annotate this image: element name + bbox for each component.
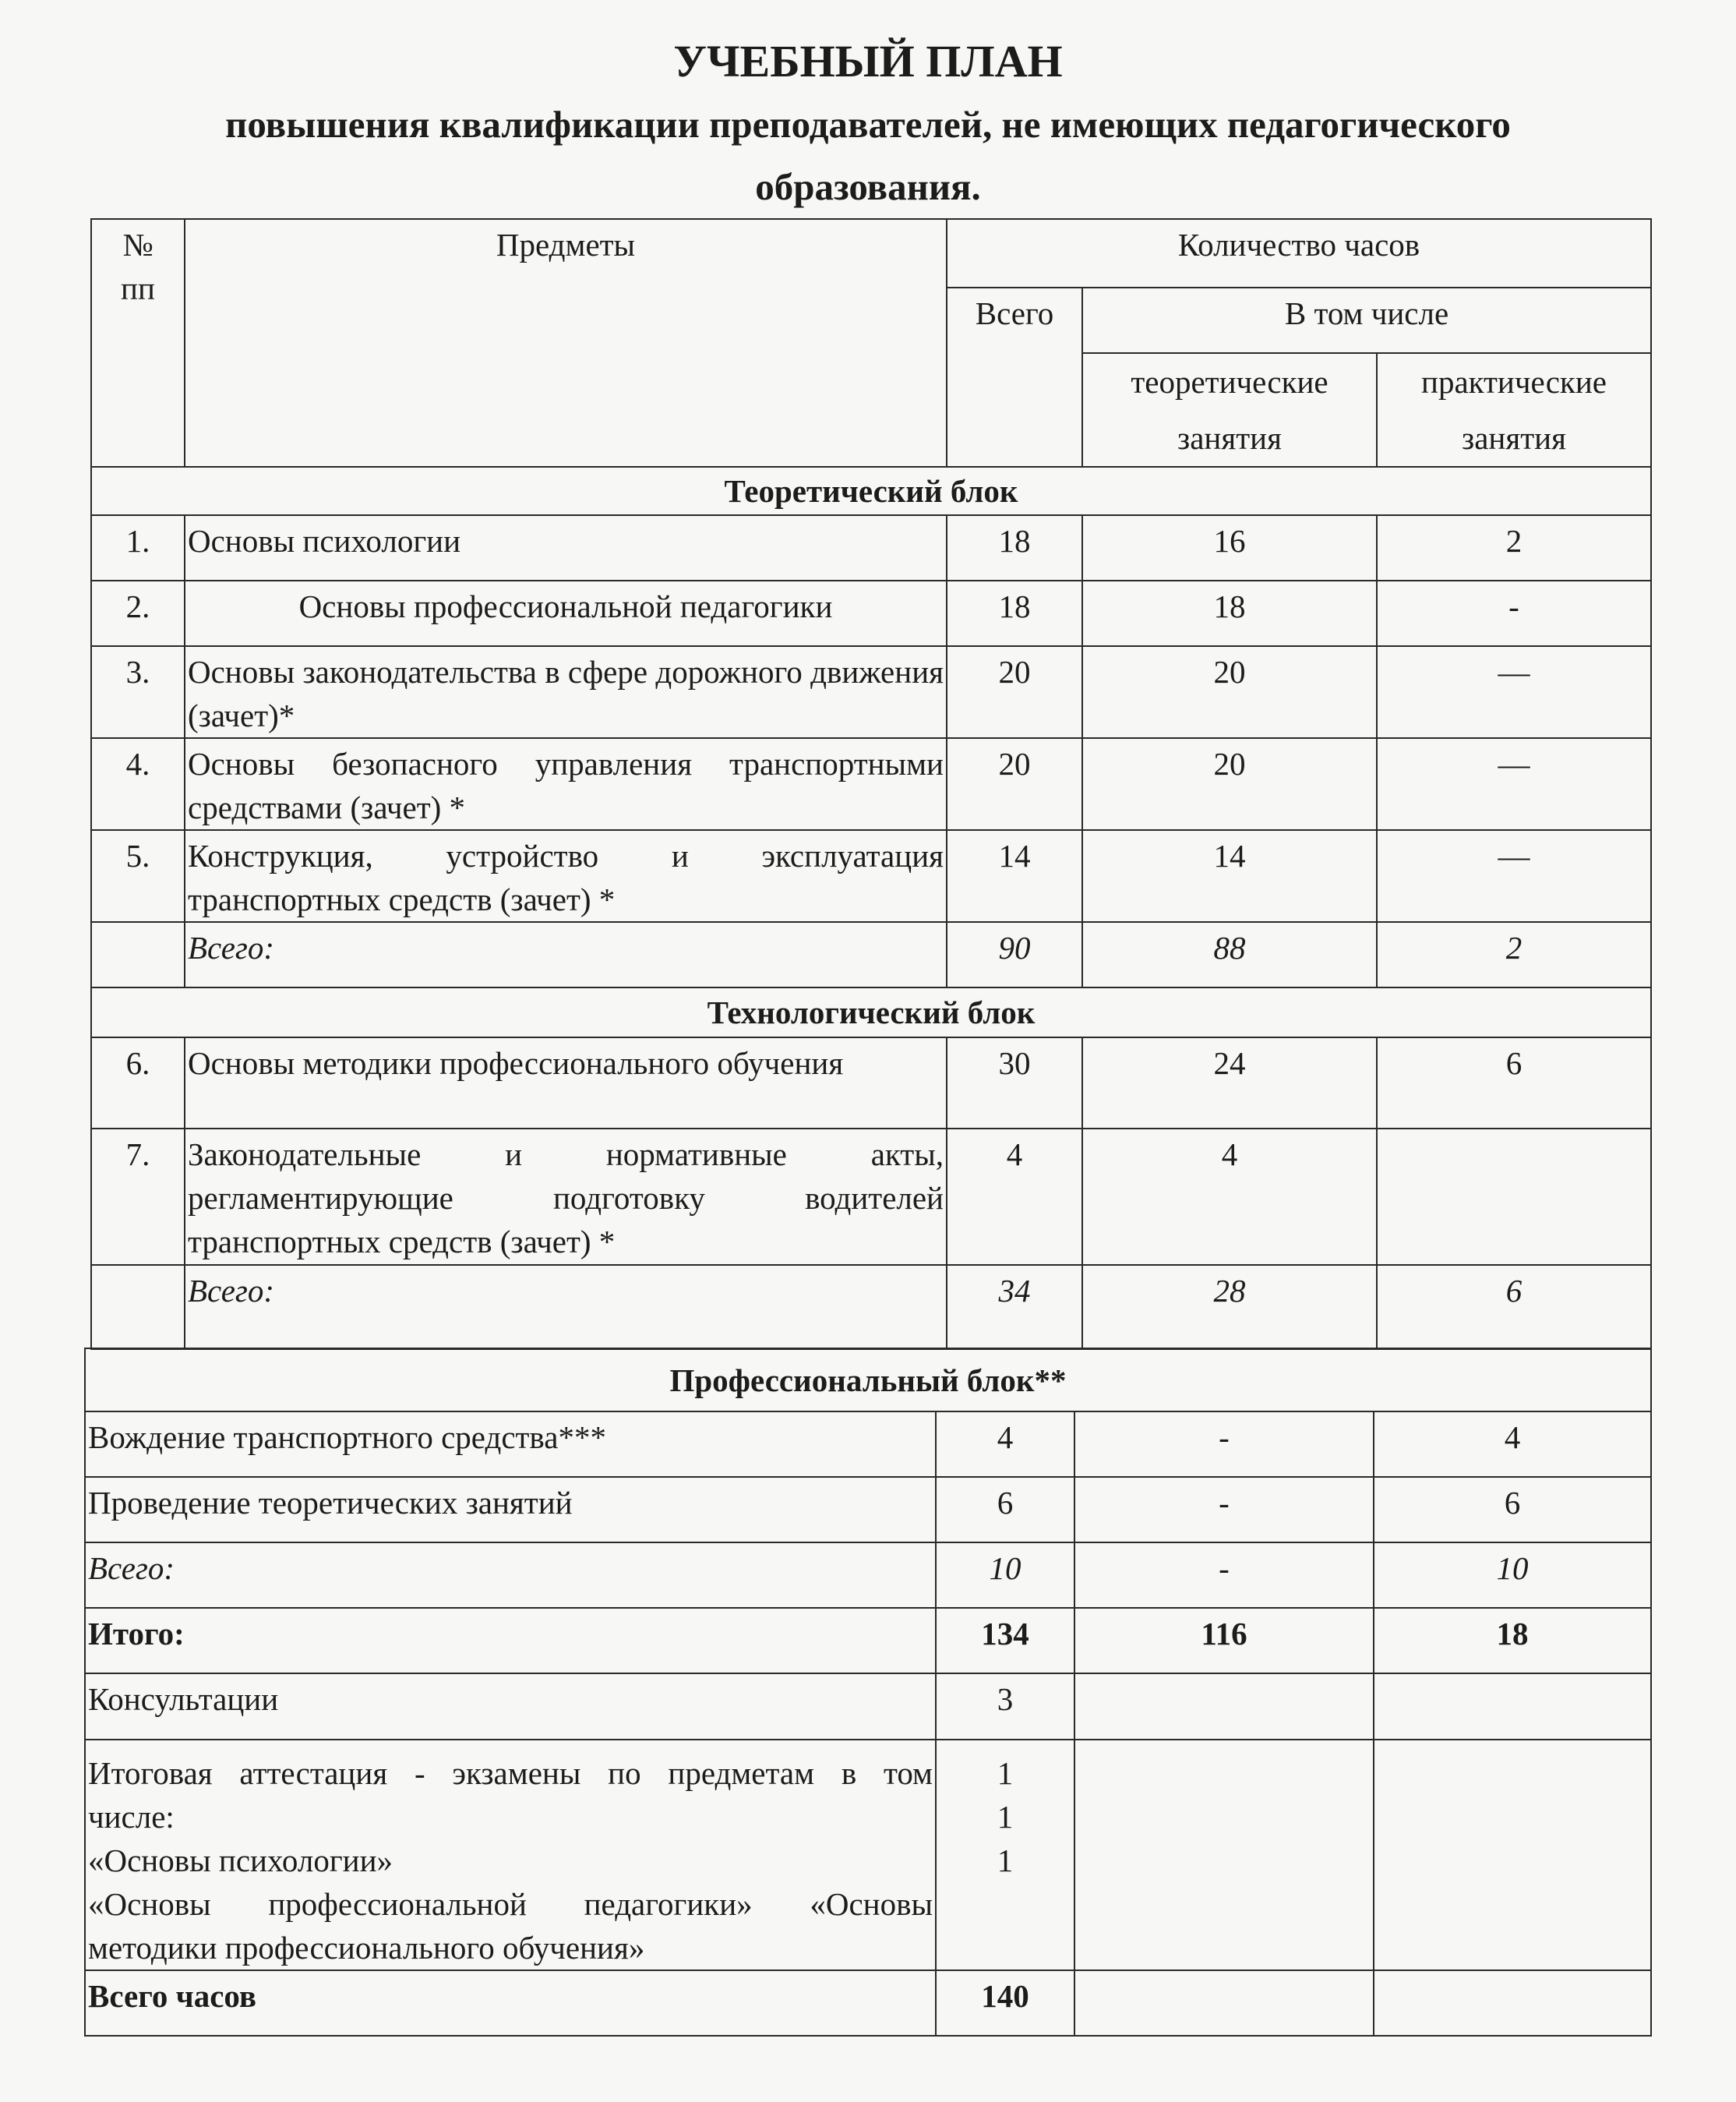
row-theory: 20: [1082, 646, 1377, 738]
total-hours-total: 140: [936, 1970, 1074, 2036]
row-total: 4: [936, 1411, 1074, 1477]
table-row: [91, 581, 1651, 646]
row-practice: 6: [1374, 1477, 1651, 1542]
row-practice: —: [1377, 738, 1651, 830]
header-number-abbr: пп: [121, 270, 155, 306]
subtotal-total: 34: [947, 1265, 1082, 1349]
curriculum-table-upper: [90, 218, 1652, 1350]
subtotal-row: [91, 922, 1651, 987]
row-subject: Основы методики профессионального обучения: [185, 1037, 947, 1129]
title-line-1: УЧЕБНЫЙ ПЛАН: [673, 36, 1063, 87]
row-practice: 6: [1377, 1037, 1651, 1129]
row-number: 7.: [91, 1129, 185, 1265]
subtotal-practice: 10: [1374, 1542, 1651, 1608]
row-practice: —: [1377, 830, 1651, 922]
final-attestation-line4: «Основы профессиональной педагогики» «Основы: [88, 1886, 933, 1922]
row-theory: 14: [1082, 830, 1377, 922]
total-hours-row: [85, 1970, 1651, 2036]
row-total: 4: [947, 1129, 1082, 1265]
row-number: 2.: [91, 581, 185, 646]
header-subjects: Предметы: [185, 219, 947, 467]
consultations-theory-empty: [1074, 1673, 1374, 1740]
consultations-row: [85, 1673, 1651, 1740]
row-subject: Основы законодательства в сфере дорожного движения (зачет)*: [185, 646, 947, 738]
row-theory: 16: [1082, 515, 1377, 581]
final-attestation-line1: Итоговая аттестация - экзамены по предметам в том: [88, 1755, 933, 1791]
final-attestation-line5: методики профессионального обучения»: [88, 1930, 645, 1966]
section-theory-heading: Теоретический блок: [91, 467, 1651, 515]
table-row: [91, 1037, 1651, 1129]
row-subject: Основы психологии: [185, 515, 947, 581]
row-subject: Основы профессиональной педагогики: [185, 581, 947, 646]
row-subject: Проведение теоретических занятий: [85, 1477, 936, 1542]
title-line-2: повышения квалификации преподавателей, не имеющих педагогического: [225, 103, 1511, 146]
consultations-practice-empty: [1374, 1673, 1651, 1740]
grand-total-practice: 18: [1374, 1608, 1651, 1673]
curriculum-table-lower: [84, 1348, 1652, 2037]
subtotal-row: [85, 1542, 1651, 1608]
row-number: 5.: [91, 830, 185, 922]
header-total: Всего: [947, 288, 1082, 467]
row-subject: Вождение транспортного средства***: [85, 1411, 936, 1477]
final-attestation-hours-3: 1: [997, 1842, 1014, 1878]
subtotal-row: [91, 1265, 1651, 1349]
final-attestation-hours-1: 1: [997, 1755, 1014, 1791]
subtotal-theory: 88: [1082, 922, 1377, 987]
final-attestation-hours-2: 1: [997, 1799, 1014, 1835]
grand-total-row: [85, 1608, 1651, 1673]
subtotal-practice: 6: [1377, 1265, 1651, 1349]
final-attestation-row: [85, 1740, 1651, 1970]
subtotal-label: Всего:: [85, 1542, 936, 1608]
final-attestation-line3: «Основы психологии»: [88, 1842, 393, 1878]
consultations-total: 3: [936, 1673, 1074, 1740]
subtotal-total: 10: [936, 1542, 1074, 1608]
row-subject: Основы безопасного управления транспортными средствами (зачет) *: [185, 738, 947, 830]
table-row: [85, 1411, 1651, 1477]
row-total: 30: [947, 1037, 1082, 1129]
grand-total-label: Итого:: [85, 1608, 936, 1673]
final-attestation-line2: числе:: [88, 1799, 175, 1835]
total-hours-theory-empty: [1074, 1970, 1374, 2036]
row-number: 6.: [91, 1037, 185, 1129]
subtotal-theory: 28: [1082, 1265, 1377, 1349]
section-tech-heading: Технологический блок: [91, 987, 1651, 1037]
row-number: 1.: [91, 515, 185, 581]
header-theory: [1082, 353, 1377, 467]
row-total: 18: [947, 581, 1082, 646]
row-theory: -: [1074, 1411, 1374, 1477]
grand-total-theory: 116: [1074, 1608, 1374, 1673]
subtotal-label: Всего:: [185, 1265, 947, 1349]
final-attestation-hours: [936, 1740, 1074, 1970]
header-number-symbol: №: [122, 227, 153, 263]
row-number: 4.: [91, 738, 185, 830]
grand-total-total: 134: [936, 1608, 1074, 1673]
row-number-empty: [91, 1265, 185, 1349]
table-row: [91, 515, 1651, 581]
document-title: [0, 30, 1736, 218]
row-total: 20: [947, 738, 1082, 830]
row-theory: -: [1074, 1477, 1374, 1542]
section-prof-heading: Профессиональный блок**: [85, 1348, 1651, 1411]
header-practice-line1: практические: [1421, 364, 1607, 400]
final-attestation-theory-empty: [1074, 1740, 1374, 1970]
row-theory: 4: [1082, 1129, 1377, 1265]
final-attestation-practice-empty: [1374, 1740, 1651, 1970]
header-hours: Количество часов: [947, 219, 1651, 288]
row-subject: Законодательные и нормативные акты, регламентирующие подготовку водителей транспортных средств (зачет) *: [185, 1129, 947, 1265]
table-row: [91, 830, 1651, 922]
row-total: 6: [936, 1477, 1074, 1542]
row-total: 14: [947, 830, 1082, 922]
subtotal-practice: 2: [1377, 922, 1651, 987]
header-practice-line2: занятия: [1462, 420, 1566, 456]
header-practice: [1377, 353, 1651, 467]
subtotal-label: Всего:: [185, 922, 947, 987]
total-hours-practice-empty: [1374, 1970, 1651, 2036]
final-attestation-text: [85, 1740, 936, 1970]
row-subject: Конструкция, устройство и эксплуатация транспортных средств (зачет) *: [185, 830, 947, 922]
row-total: 20: [947, 646, 1082, 738]
total-hours-label: Всего часов: [85, 1970, 936, 2036]
row-theory: 18: [1082, 581, 1377, 646]
row-total: 18: [947, 515, 1082, 581]
row-practice: -: [1377, 581, 1651, 646]
header-theory-line1: теоретические: [1131, 364, 1328, 400]
header-number: [91, 219, 185, 467]
row-number-empty: [91, 922, 185, 987]
table-row: [91, 646, 1651, 738]
title-line-3: образования.: [755, 165, 981, 208]
table-row: [91, 1129, 1651, 1265]
row-practice: 4: [1374, 1411, 1651, 1477]
header-including: В том числе: [1082, 288, 1651, 353]
subtotal-theory: -: [1074, 1542, 1374, 1608]
row-theory: 24: [1082, 1037, 1377, 1129]
row-practice: [1377, 1129, 1651, 1265]
consultations-label: Консультации: [85, 1673, 936, 1740]
header-theory-line2: занятия: [1177, 420, 1282, 456]
row-theory: 20: [1082, 738, 1377, 830]
row-practice: —: [1377, 646, 1651, 738]
table-row: [85, 1477, 1651, 1542]
table-row: [91, 738, 1651, 830]
subtotal-total: 90: [947, 922, 1082, 987]
row-practice: 2: [1377, 515, 1651, 581]
row-number: 3.: [91, 646, 185, 738]
